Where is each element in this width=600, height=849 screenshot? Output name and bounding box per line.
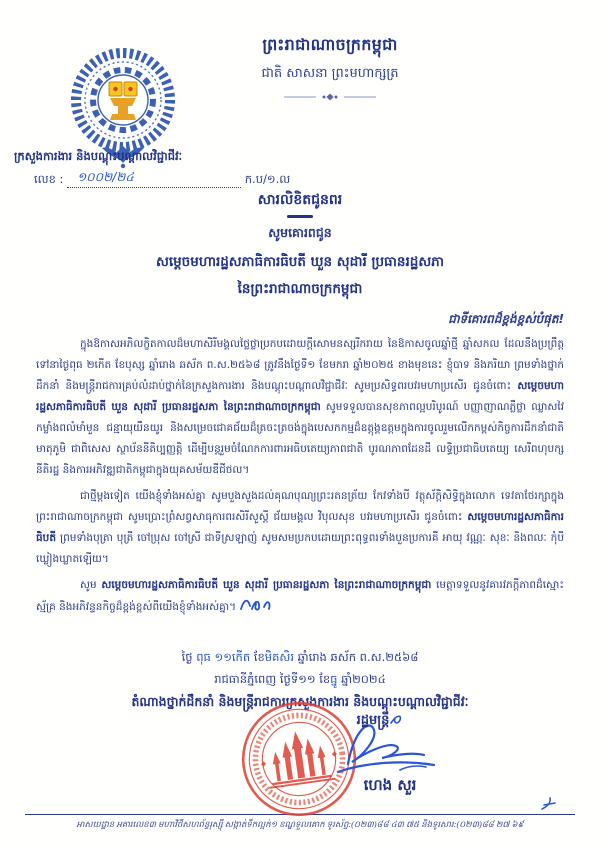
- month-label: ខែ: [253, 650, 265, 664]
- minister-title: [300, 712, 460, 731]
- letter-body: [36, 190, 564, 648]
- paragraph-1-continuation: សូមទទួលបានសុខភាពល្អបរិបូរណ៍ បញ្ញាញាណភ្លឺថ្លា ឈ្លាសវៃ កម្លាំងពលំមាំមួន ជន្មាយុយឺនយូរ និងសម្រេចជោគជ័យដ៏ត្រចះត្រចង់ក្នុងបេសកកម្មដ៏ឧត្ដុង្គឧត្ដមក្នុងការចូលរួមលើកកម្ពស់កិច្ចការដឹកនាំជាតិមាតុភូមិ ជាពិសេស ស្ថាប័ននីតិប្បញ្ញត្តិ ដើម្បីបន្តរួមចំណែកការពារអធិបតេយ្យភាពជាតិ បូរណភាពដែនដី លទ្ធិប្រជាធិបតេយ្យ សេរីពហុបក្ស នីតិរដ្ឋ និងការអភិវឌ្ឍជាតិកម្ពុជាក្នុងយុគសម័យឌីជីថល។: [36, 400, 564, 476]
- reference-suffix: ក.ប/១.ល: [244, 172, 291, 186]
- minister-title-flourish-icon: [389, 712, 403, 726]
- day-handwritten: ពុធ ១១កើត: [196, 650, 251, 664]
- lunar-month-handwritten: មិគសិរ: [264, 650, 294, 664]
- title-divider: [287, 215, 313, 218]
- paragraph-3-recipient-bold: សម្ដេចមហារដ្ឋសភាធិការធិបតី ឃួន សុដារី ប្រធានរដ្ឋសភា នៃព្រះរាជាណាចក្រកម្ពុជា: [101, 578, 432, 591]
- lunar-year: ឆ្នាំរោង ឆស័ក ព.ស.២៥៦៨: [297, 650, 419, 664]
- national-header: [200, 34, 460, 105]
- motto-divider-ornament-icon: [282, 93, 378, 101]
- minister-title-text: រដ្ឋមន្ត្រី: [356, 713, 390, 728]
- paragraph-3-continuation: មេត្ដាទទួលនូវគារវភក្ដីភាពដ៏ស្មោះស្ម័គ្រ និងអភិវន្ទនកិច្ចដ៏ខ្ពង់ខ្ពស់ពីយើងខ្ញុំទាំងអស់គ្នា។: [36, 578, 564, 613]
- salutation-recipient: សម្ដេចមហារដ្ឋសភាធិការធិបតី ឃួន សុដារី ប្រធានរដ្ឋសភា: [155, 253, 445, 270]
- representative-line: តំណាងថ្នាក់ដឹកនាំ និងមន្ត្រីរាជការក្រសួងការងារ និងបណ្ដុះបណ្ដាលវិជ្ជាជីវៈ: [131, 694, 469, 709]
- reference-line: [14, 171, 314, 190]
- paragraph-2-text: ជាថ្មីម្ដងទៀត យើងខ្ញុំទាំងអស់គ្នា សូមបួងសួងដល់គុណបុណ្យព្រះរតនត្រ័យ កែវទាំងបី វត្ថុស័ក្ដិសិទ្ធិក្នុងលោក ទេវតាថែរក្សាក្នុងព្រះរាជាណាចក្រកម្ពុជា សូមប្រោះព្រំសព្វសាធុការពរសិរីសួស្ដី ជ័យមង្គល វិបុលសុខ បវរមហាប្រសើរ ជូនចំពោះ: [36, 489, 564, 523]
- salutation-intro: សូមគោរពជូន: [268, 224, 332, 240]
- paragraph-3-text: សូម: [80, 578, 102, 591]
- paragraph-3: [36, 575, 564, 618]
- paragraph-1-recipient-bold: សម្ដេចមហារដ្ឋសភាធិការធិបតី ឃួន សុដារី ប្រធានរដ្ឋសភា នៃព្រះរាជាណាចក្រកម្ពុជា: [36, 379, 564, 413]
- minister-name: ហេង សួរ: [363, 776, 417, 794]
- document-title: សារលិខិតជូនពរ: [257, 192, 343, 208]
- pen-tick-mark-icon: [538, 796, 558, 812]
- footer-address: អាសយដ្ឋាន អគារលេខ៣ មហាវិថីសហព័ន្ធរុស្ស៊ី សង្កាត់ទឹកល្អក់១ ខណ្ឌទួលគោក ទូរស័ព្ទ:(០២៣)៨៨ ៤៣ ៧៥ និងទូរសារ:(០២៣)៨៨ ២៧ ៦៩: [76, 819, 524, 829]
- lunar-date-line: [0, 650, 600, 667]
- civil-date-line: [0, 672, 600, 689]
- reference-number-handwritten: ១០០២/២៤: [67, 169, 241, 188]
- handwritten-initials-icon: [239, 596, 273, 612]
- paragraph-1: [36, 334, 564, 481]
- respect-note: ជាទីគោរពដ៏ខ្ពង់ខ្ពស់បំផុត!: [448, 311, 564, 326]
- ministry-block: [14, 149, 314, 190]
- salutation-kingdom: នៃព្រះរាជាណាចក្រកម្ពុជា: [237, 280, 363, 297]
- day-label: ថ្ងៃ: [181, 650, 193, 664]
- civil-month-handwritten: ធ្នូ: [330, 672, 338, 686]
- paragraph-2-continuation: ព្រមទាំងបុត្រា បុត្រី ចៅប្រុស ចៅស្រី ជាទីស្រឡាញ់ សូមសមប្រកបដោយព្រះពុទ្ធពរទាំងបួនប្រការគឺ អាយុ វណ្ណៈ សុខៈ និងពលៈ កុំបីឃ្លៀងឃ្លាតឡើយ។: [36, 531, 564, 565]
- civil-year: ឆ្នាំ២០២៤: [341, 672, 386, 686]
- national-motto: ជាតិ សាសនា ព្រះមហាក្សត្រ: [261, 66, 399, 81]
- reference-label: លេខ :: [34, 172, 64, 186]
- paragraph-1-text: ក្នុងឱកាសអភិលក្ខិតកាលដ៏មហាសិរីមង្គលថ្លៃថ្លាប្រកបដោយក្ដីសោមនស្សរីករាយ នៃឱកាសចូលឆ្នាំថ្មី ឆ្នាំសកល ដែលនឹងប្រព្រឹត្តទៅនាថ្ងៃពុធ ២កើត ខែបុស្ស ឆ្នាំរោង ឆស័ក ព.ស.២៥៦៨ ត្រូវនឹងថ្ងៃទី១ ខែមករា ឆ្នាំ២០២៥ ខាងមុខនេះ ខ្ញុំបាទ និងភរិយា ព្រមទាំងថ្នាក់ដឹកនាំ និងមន្ត្រីរាជការគ្រប់លំដាប់ថ្នាក់នៃក្រសួងការងារ និងបណ្ដុះបណ្ដាលវិជ្ជាជីវៈ សូមប្រសិទ្ធពរបវរមហាប្រសើរ ជូនចំពោះ: [36, 337, 564, 392]
- paragraph-2: [36, 486, 564, 570]
- city-date-prefix: រាជធានីភ្នំពេញ ថ្ងៃទី១១ ខែ: [214, 672, 331, 686]
- kingdom-title: ព្រះរាជាណាចក្រកម្ពុជា: [262, 35, 398, 54]
- ministry-name: ក្រសួងការងារ និងបណ្ដុះបណ្ដាលវិជ្ជាជីវៈ: [14, 149, 183, 163]
- paragraph-2-recipient-bold: សម្ដេចមហារដ្ឋសភាធិការធិបតី: [36, 510, 564, 544]
